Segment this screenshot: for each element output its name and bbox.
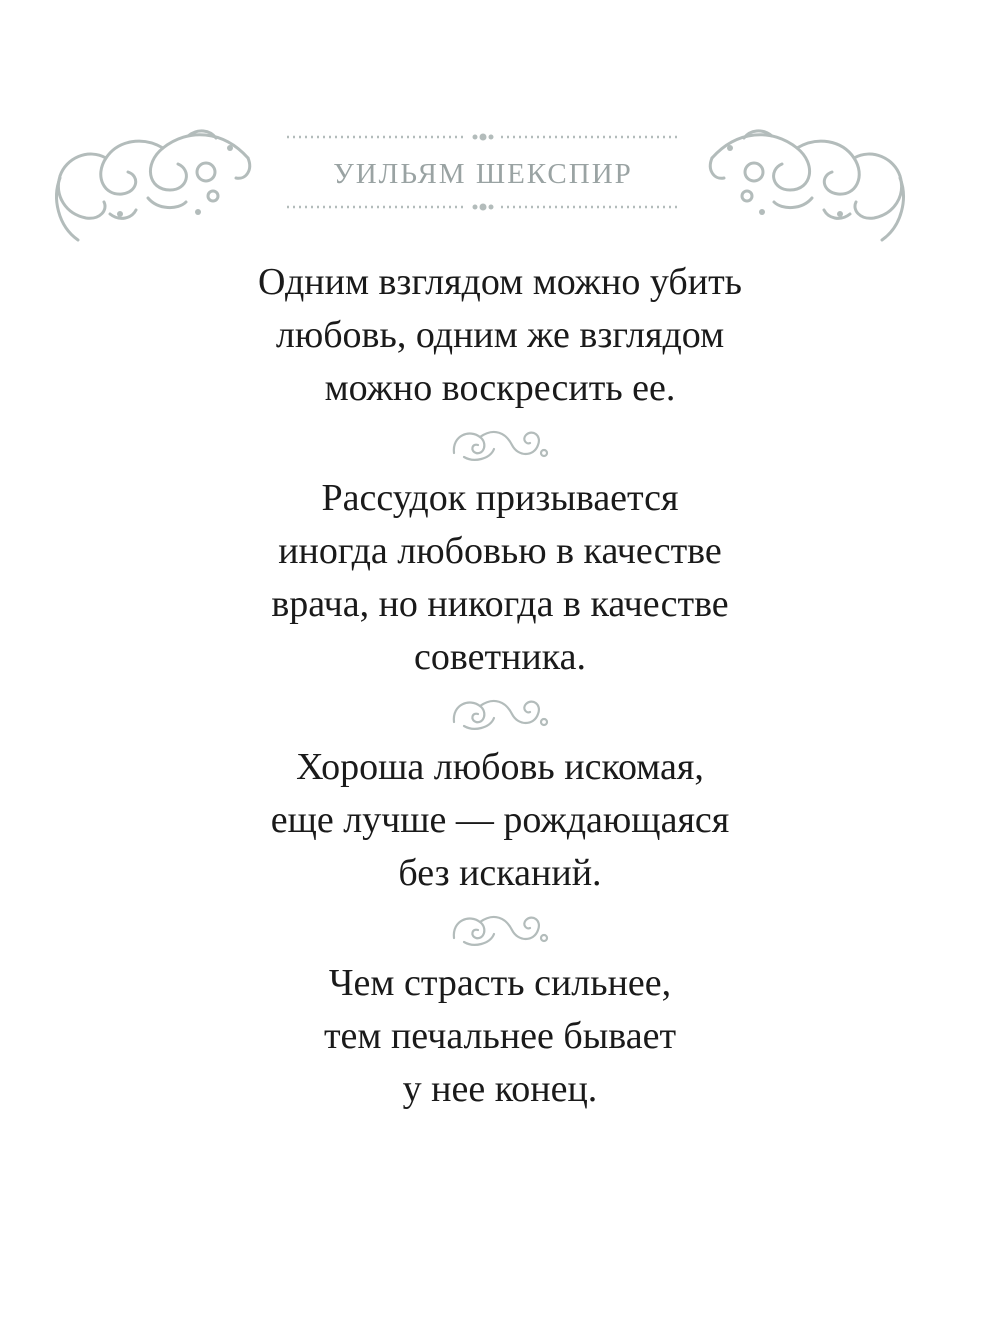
quote-block — [150, 472, 850, 684]
quote-line: без исканий. — [398, 852, 602, 894]
swirl-divider-icon — [450, 908, 550, 948]
quote-line: врача, но никогда в качестве — [271, 583, 729, 625]
author-name: УИЛЬЯМ ШЕКСПИР — [333, 158, 633, 190]
quote-line: советника. — [414, 636, 586, 678]
quote-line: Одним взглядом можно убить — [258, 261, 742, 303]
flourish-ornament-icon — [48, 118, 258, 243]
quote-line: иногда любовью в качестве — [278, 530, 722, 572]
quotes-section — [0, 256, 1000, 1116]
author-title-box — [285, 132, 681, 214]
quote-line: еще лучше — рождающаяся — [270, 799, 730, 841]
quote-line: у нее конец. — [402, 1068, 598, 1110]
quote-line: можно воскресить ее. — [324, 367, 676, 409]
dotted-rule-icon — [285, 202, 681, 212]
quote-block — [150, 741, 850, 900]
quote-line: Рассудок призывается — [321, 477, 679, 519]
page-header — [0, 118, 1000, 248]
quote-block — [150, 957, 850, 1116]
dotted-rule-icon — [285, 132, 681, 142]
swirl-divider-icon — [450, 423, 550, 463]
flourish-ornament-icon — [702, 118, 912, 243]
quote-line: Хороша любовь искомая, — [296, 746, 704, 788]
quote-line: любовь, одним же взглядом — [275, 314, 725, 356]
quote-line: Чем страсть сильнее, — [328, 962, 672, 1004]
swirl-divider-icon — [450, 692, 550, 732]
quote-block — [150, 256, 850, 415]
quote-line: тем печальнее бывает — [323, 1015, 677, 1057]
